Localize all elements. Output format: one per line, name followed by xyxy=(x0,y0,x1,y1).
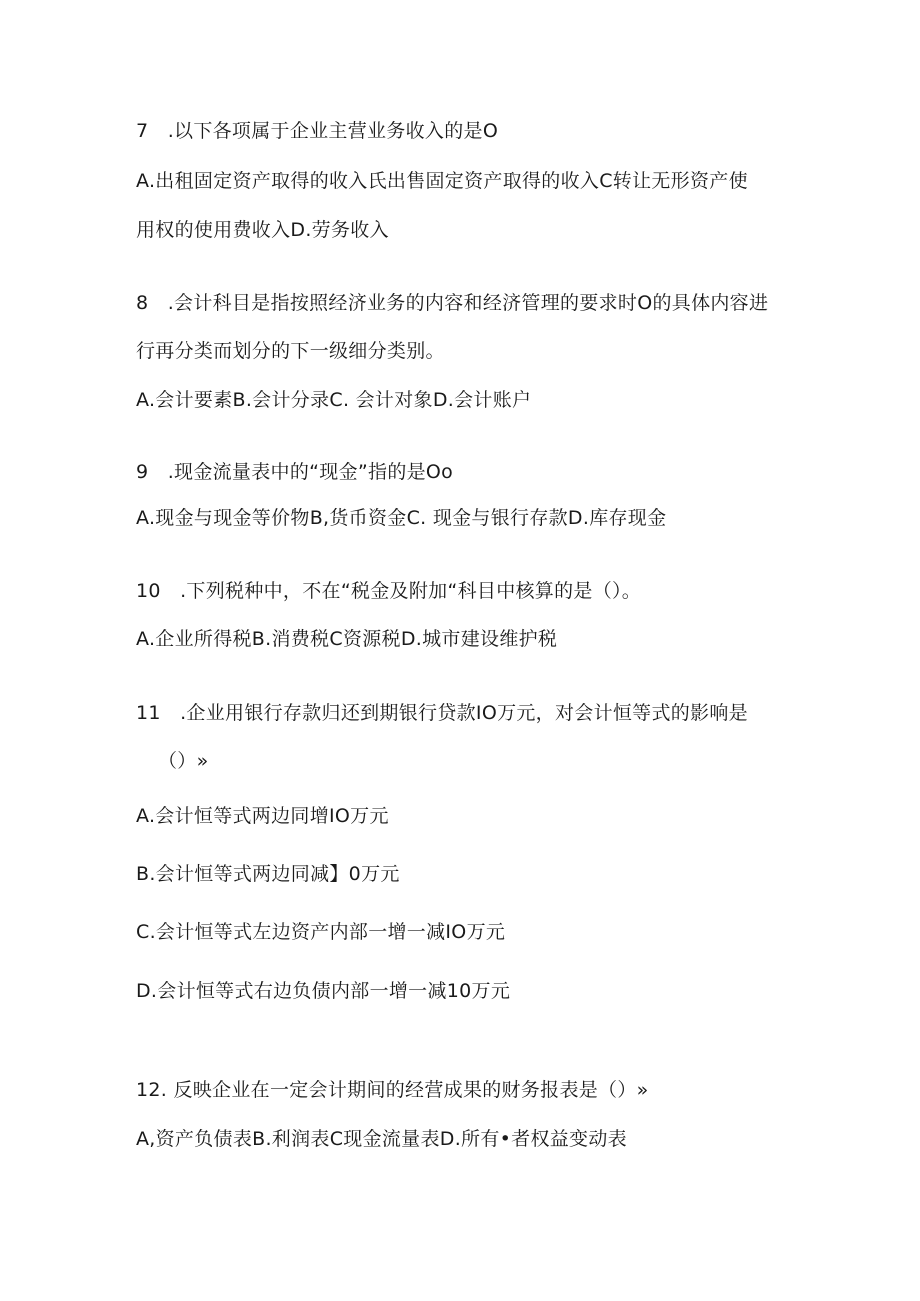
question-9-stem: 9 .现金流量表中的“现金”指的是Oo xyxy=(136,461,454,483)
question-11-option-d: D.会计恒等式右边负债内部一增一减10万元 xyxy=(136,980,511,1002)
question-10-options: A.企业所得税B.消费税C资源税D.城市建设维护税 xyxy=(136,628,558,650)
question-12-stem: 12. 反映企业在一定会计期间的经营成果的财务报表是（）» xyxy=(136,1079,649,1101)
question-8-stem-line-1: 8 .会计科目是指按照经济业务的内容和经济管理的要求时O的具体内容进 xyxy=(136,292,769,314)
question-11-option-a: A.会计恒等式两边同增IO万元 xyxy=(136,805,389,827)
question-11-stem-line-2: （）» xyxy=(158,750,209,772)
question-7-stem: 7 .以下各项属于企业主营业务收入的是O xyxy=(136,120,499,142)
question-7-options-line-1: A.出租固定资产取得的收入氏出售固定资产取得的收入C转让无形资产使 xyxy=(136,170,748,192)
question-8-stem-line-2: 行再分类而划分的下一级细分类别。 xyxy=(136,340,445,362)
question-11-option-b: B.会计恒等式两边同减】0万元 xyxy=(136,863,400,885)
question-9-options: A.现金与现金等价物B,货币资金C. 现金与银行存款D.库存现金 xyxy=(136,507,667,529)
question-12-options: A,资产负债表B.利润表C现金流量表D.所有•者权益变动表 xyxy=(136,1128,627,1150)
question-10-stem: 10 .下列税种中，不在“税金及附加“科目中核算的是（）。 xyxy=(136,580,642,602)
question-11-option-c: C.会计恒等式左边资产内部一增一减IO万元 xyxy=(136,921,506,943)
question-7-options-line-2: 用权的使用费收入D.劳务收入 xyxy=(136,219,389,241)
question-11-stem-line-1: 11 .企业用银行存款归还到期银行贷款IO万元，对会计恒等式的影响是 xyxy=(136,702,748,724)
question-8-options: A.会计要素B.会计分录C. 会计对象D.会计账户 xyxy=(136,389,532,411)
